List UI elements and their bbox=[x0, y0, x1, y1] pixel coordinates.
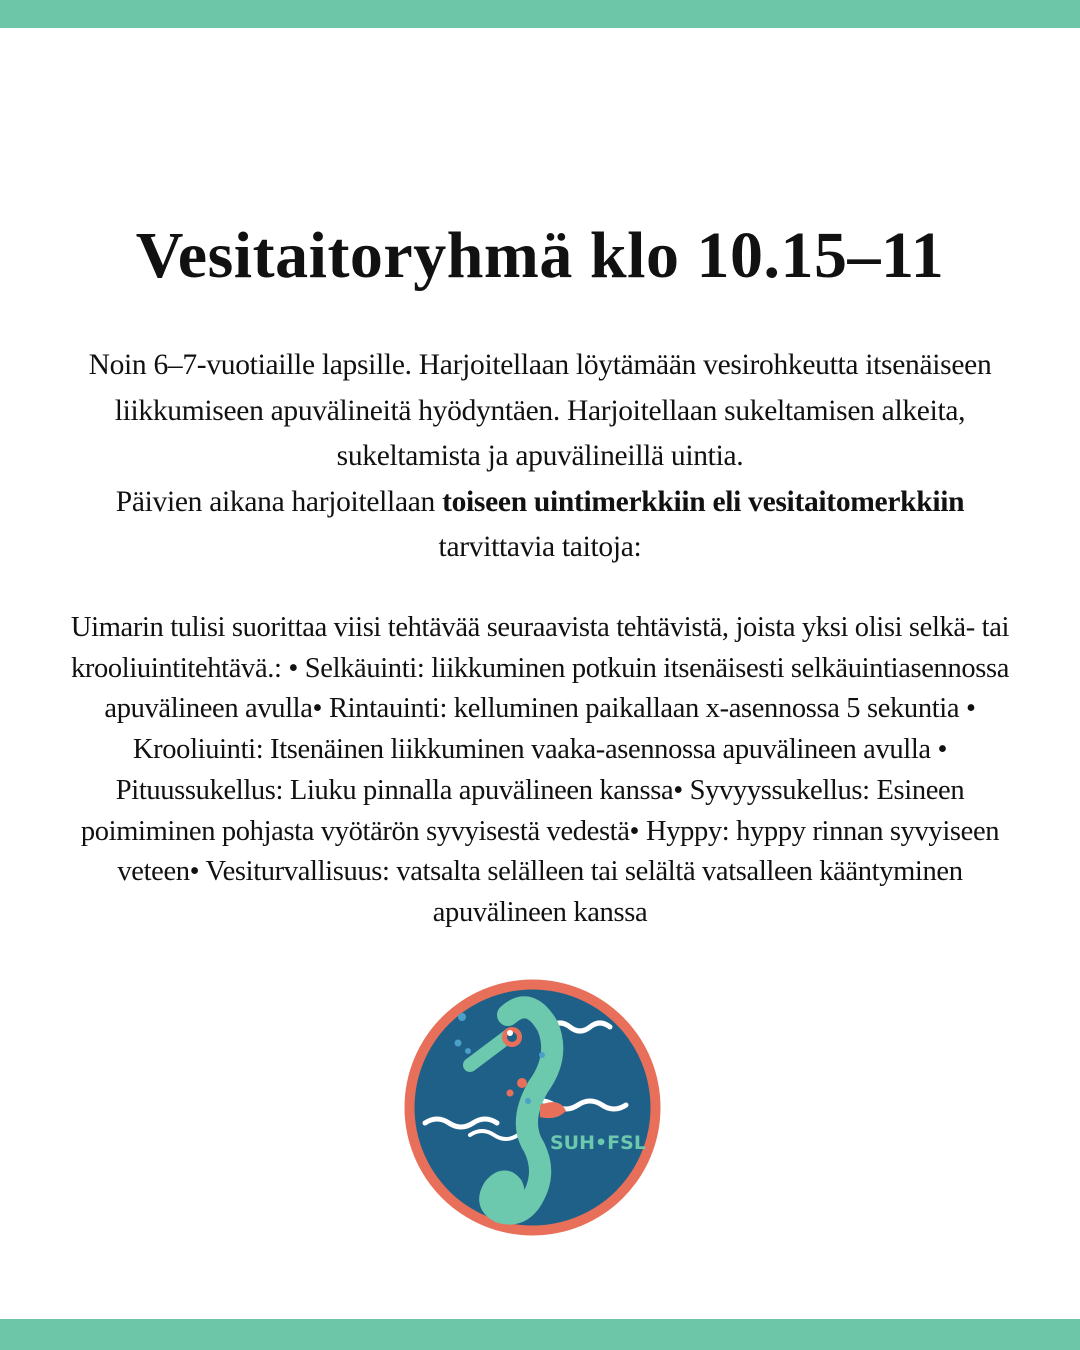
intro-paragraph bbox=[70, 343, 1010, 571]
intro-lead: Päivien aikana harjoitellaan bbox=[115, 485, 443, 518]
tasks-paragraph: Uimarin tulisi suorittaa viisi tehtävää seuraavista tehtävistä, joista yksi olisi selkä- tai krooliuintitehtävä.: • Selkäuinti: liikkuminen potkuin itsenäisesti selkäuintiasennossa apuvälineen avulla• Rintauinti: kelluminen paikallaan x-asennossa 5 sekuntia • Krooliuinti: Itsenäinen liikkuminen vaaka-asennossa apuvälineen avulla • Pituussukellus: Liuku pinnalla apuvälineen kanssa• Syvyyssukellus: Esineen poimiminen pohjasta vyötärön syvyisestä vedestä• Hyppy: hyppy rinnan syvyiseen veteen• Vesiturvallisuus: vatsalta selälleen tai selältä vatsalleen kääntyminen apuvälineen kanssa bbox=[70, 612, 1010, 928]
logo-text: SUH•FSL bbox=[550, 1132, 646, 1154]
top-band bbox=[0, 0, 1080, 28]
intro-tail: tarvittavia taitoja: bbox=[438, 531, 642, 563]
page-title: Vesitaitoryhmä klo 10.15–11 bbox=[135, 219, 945, 292]
intro-text: Noin 6–7-vuotiaille lapsille. Harjoitellaan löytämään vesirohkeutta itsenäiseen liikkumiseen apuvälineitä hyödyntäen. Harjoitellaan sukeltamisen alkeita, sukeltamista ja apuvälineillä uintia. bbox=[88, 349, 992, 472]
intro-bold: toiseen uintimerkkiin eli vesitaitomerkkiin bbox=[442, 485, 965, 518]
bottom-band bbox=[0, 1319, 1080, 1350]
seahorse-icon bbox=[400, 975, 665, 1240]
